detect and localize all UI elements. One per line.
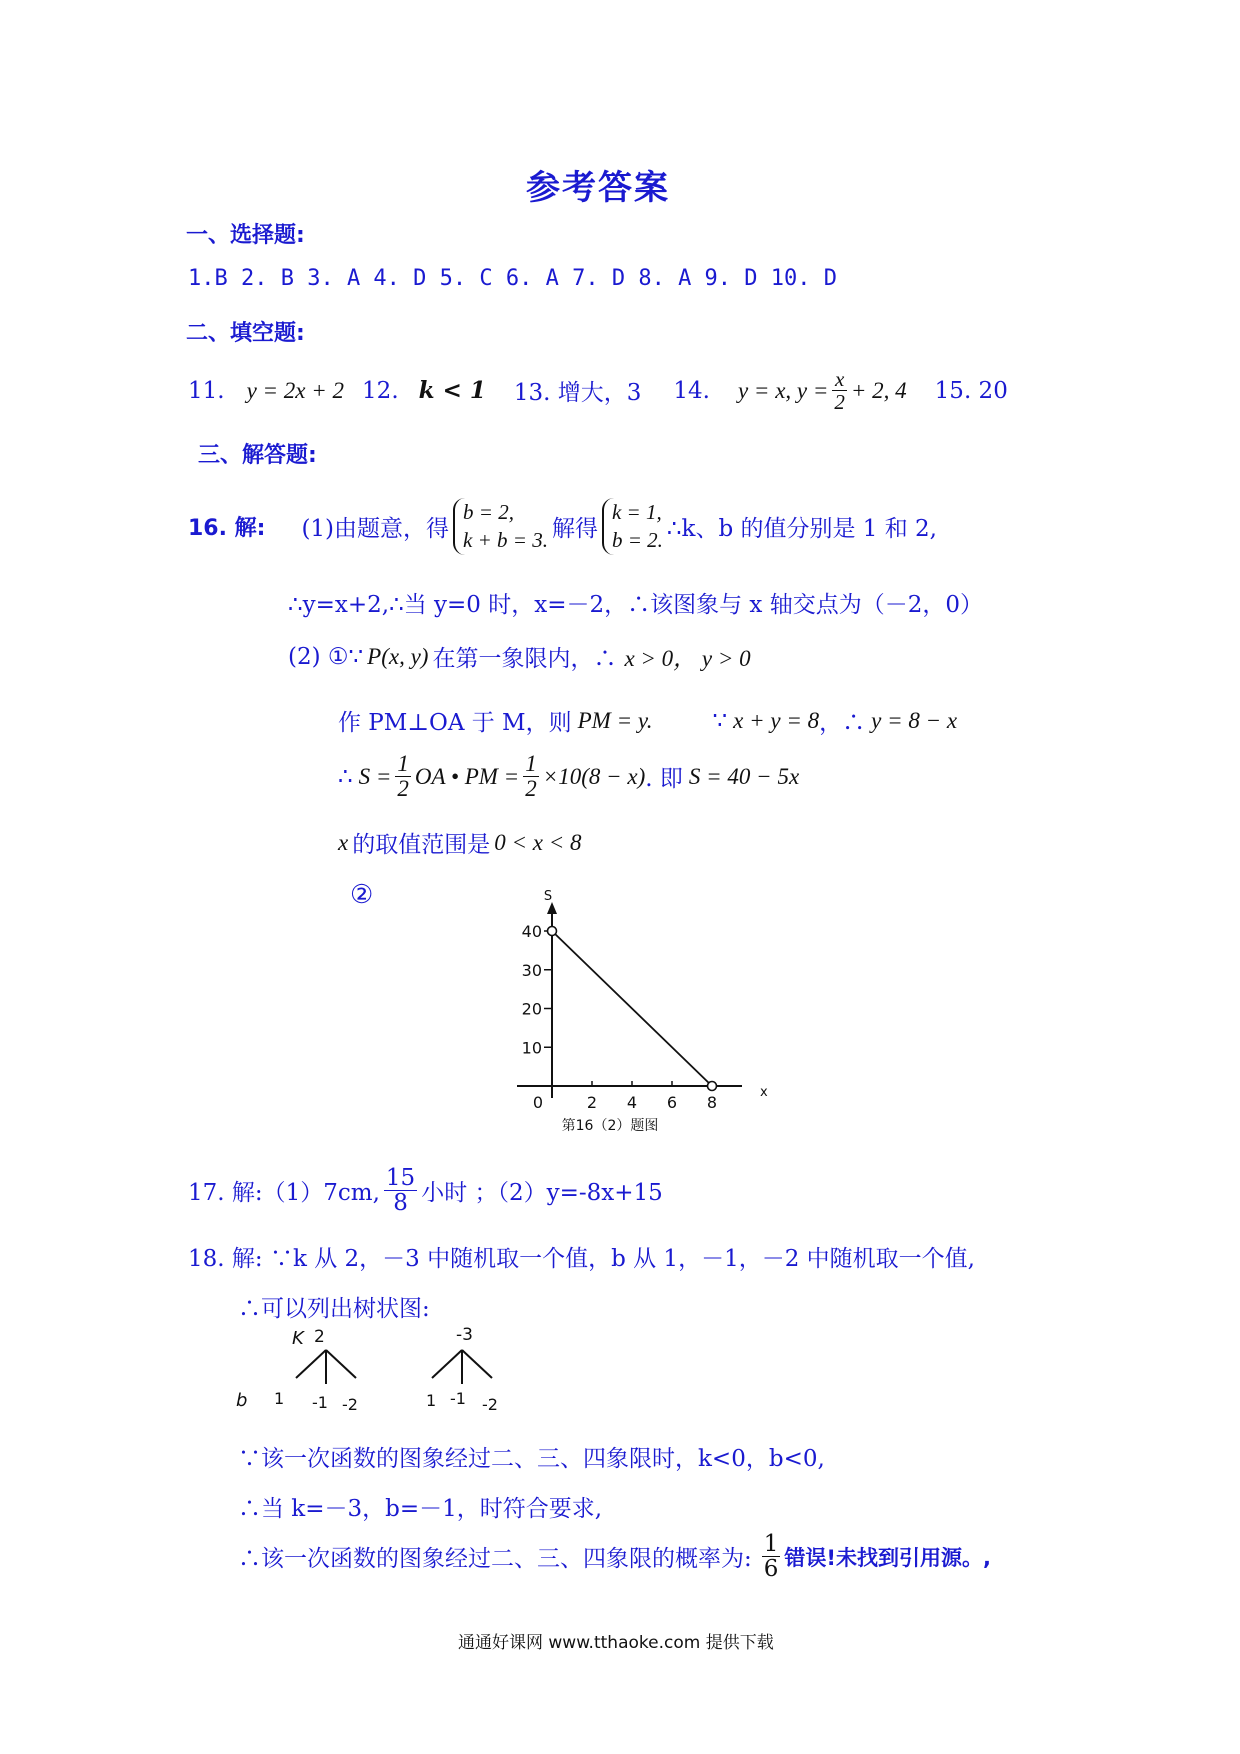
tree-branch (296, 1350, 326, 1378)
q16-text-5s: S = (358, 763, 392, 789)
q16-label: 16. 解: (188, 515, 266, 541)
q16-text-6a: 的取值范围是 (352, 832, 491, 858)
q16-text-1b: 解得 (551, 515, 598, 542)
tree-leaf: -1 (450, 1389, 466, 1408)
x-tick-label: 2 (586, 1093, 598, 1112)
q16-fraction-1 (395, 752, 411, 801)
q16-text-3b: 在第一象限内，∴ (432, 646, 617, 672)
tree-b-label: b (236, 1390, 248, 1411)
q17-text-a: 17. 解:（1）7cm, (188, 1180, 380, 1207)
q12-number: 12. (362, 377, 399, 404)
fill-answers (188, 368, 1008, 413)
q14-denominator: 2 (834, 390, 845, 415)
q18-line4: ∴当 k=－3，b=－1，时符合要求, (238, 1496, 603, 1522)
tree-root-2: -3 (456, 1325, 473, 1345)
q14-number: 14. (673, 377, 710, 404)
q18-line5 (238, 1532, 991, 1581)
q16-frac2-den: 2 (525, 776, 537, 802)
q16-part2-marker: ② (350, 880, 374, 910)
y-tick-label: 30 (521, 960, 542, 980)
chart-root (517, 889, 768, 1134)
q18-line3: ∵该一次函数的图象经过二、三、四象限时，k<0，b<0, (238, 1446, 825, 1472)
q16-line1 (188, 498, 937, 555)
q18-probability-fraction (762, 1532, 781, 1581)
x-tick-label: 8 (706, 1093, 718, 1112)
q16-text-6m: x (338, 829, 349, 855)
q16-frac2-num: 1 (525, 751, 537, 776)
open-endpoint (708, 1082, 717, 1091)
q16-text-4b: ∵ (712, 707, 728, 734)
q16-text-4a: 作 PM⊥OA 于 M，则 (338, 710, 572, 736)
y-tick-label: 20 (521, 999, 542, 1019)
q16-text-4e: y = 8 − x (871, 707, 958, 733)
q16-line4 (338, 704, 957, 737)
q17-text-b: 小时 ；（2）y=-8x+15 (421, 1180, 663, 1207)
tree-leaf: 1 (426, 1391, 437, 1410)
open-endpoint (548, 927, 557, 936)
page-footer: 通通好课网 www.tthaoke.com 提供下载 (458, 1633, 774, 1653)
q14-numerator: x (834, 367, 845, 391)
q16-text-5a: ∴ (338, 763, 353, 790)
section-heading-fill: 二、填空题: (186, 321, 305, 346)
q16-text-4c: x + y = 8 (733, 707, 820, 733)
q17-line (188, 1166, 663, 1215)
q17-frac-den: 8 (384, 1190, 417, 1215)
q18-tree-diagram (230, 1322, 530, 1412)
tree-root-1: 2 (314, 1327, 325, 1347)
q16-text-5mid: OA • PM = (414, 763, 520, 789)
q16-sys2-row1: k = 1, (611, 500, 662, 524)
q16-sys1-row1: b = 2, (463, 500, 514, 524)
q18-prob-den: 6 (763, 1556, 779, 1583)
page-title: 参考答案 (526, 168, 670, 208)
q18-line1: 18. 解: ∵k 从 2，－3 中随机取一个值，b 从 1，－1，－2 中随机取一个值, (188, 1246, 975, 1272)
q16-line2: ∴y=x+2,∴当 y=0 时，x=－2，∴该图象与 x 轴交点为（－2，0） (288, 592, 983, 618)
q16-line5 (338, 752, 799, 801)
q13-answer: 13. 增大，3 (513, 380, 642, 407)
q16-frac1-num: 1 (397, 751, 409, 776)
q14-answer-a: y = x, y = (737, 377, 829, 403)
q16-text-1c: ∴k、b 的值分别是 1 和 2, (666, 515, 937, 542)
tree-leaf: 1 (274, 1389, 285, 1408)
x-tick-label: 4 (626, 1093, 638, 1112)
q16-system-1 (453, 498, 548, 555)
tree-leaf: -1 (312, 1393, 328, 1412)
q18-prob-num: 1 (763, 1531, 779, 1557)
mc-answers: 1.B 2. B 3. A 4. D 5. C 6. A 7. D 8. A 9. D 10. D (188, 266, 838, 291)
series-line (552, 931, 712, 1086)
tree-leaf: -2 (482, 1395, 498, 1414)
q16-text-6b: 0 < x < 8 (494, 829, 582, 855)
q18-error-text: 错误!未找到引用源。, (784, 1545, 991, 1570)
y-axis-label: S (543, 889, 553, 904)
q18-line2: ∴可以列出树状图: (238, 1296, 430, 1322)
y-tick-label: 10 (521, 1038, 542, 1058)
q16-graph (500, 886, 768, 1136)
q16-text-3a: (2) ①∵ (288, 643, 364, 670)
chart-caption: 第16（2）题图 (561, 1118, 659, 1134)
section-heading-solve: 三、解答题: (198, 443, 317, 468)
q11-answer: y = 2x + 2 (246, 377, 345, 403)
q16-line6 (338, 826, 581, 859)
tree-k-label: K (292, 1328, 304, 1349)
q16-text-5b: . 即 (645, 766, 683, 793)
tree-branch (462, 1350, 492, 1378)
q16-sys2-row2: b = 2. (611, 528, 663, 553)
q16-text-5c: S = 40 − 5x (688, 763, 800, 789)
q16-sys1-row2: k + b = 3. (463, 528, 548, 553)
x-tick-label: 6 (666, 1093, 678, 1112)
q14-fraction (832, 368, 847, 413)
q16-text-4m: PM = y. (577, 707, 653, 733)
q16-line3 (288, 640, 751, 673)
q15-answer: 15. 20 (934, 377, 1008, 404)
x-axis-label: x (760, 1085, 768, 1100)
q16-fraction-2 (523, 752, 539, 801)
q17-fraction (384, 1166, 417, 1215)
q16-text-3c: x > 0， y > 0 (624, 646, 751, 671)
q18-text-5: ∴该一次函数的图象经过二、三、四象限的概率为: (238, 1546, 752, 1573)
x-tick-label: 0 (532, 1093, 544, 1112)
q12-answer: k < 1 (418, 377, 486, 405)
q11-number: 11. (188, 377, 225, 404)
q17-frac-num: 15 (385, 1165, 416, 1191)
q16-point-p: P(x, y) (367, 643, 429, 669)
q16-system-2 (602, 498, 663, 555)
q16-text-1a: (1)由题意，得 (301, 515, 450, 542)
tree-branch (326, 1350, 356, 1378)
q16-frac1-den: 2 (397, 776, 409, 802)
tree-leaf: -2 (342, 1395, 358, 1414)
q16-text-5tail: ×10(8 − x) (542, 763, 646, 789)
q14-answer-b: + 2, 4 (850, 377, 907, 403)
y-tick-label: 40 (521, 922, 542, 941)
tree-branch (432, 1350, 462, 1378)
q16-text-4d: ，∴ (819, 710, 866, 736)
section-heading-choice: 一、选择题: (186, 223, 305, 248)
